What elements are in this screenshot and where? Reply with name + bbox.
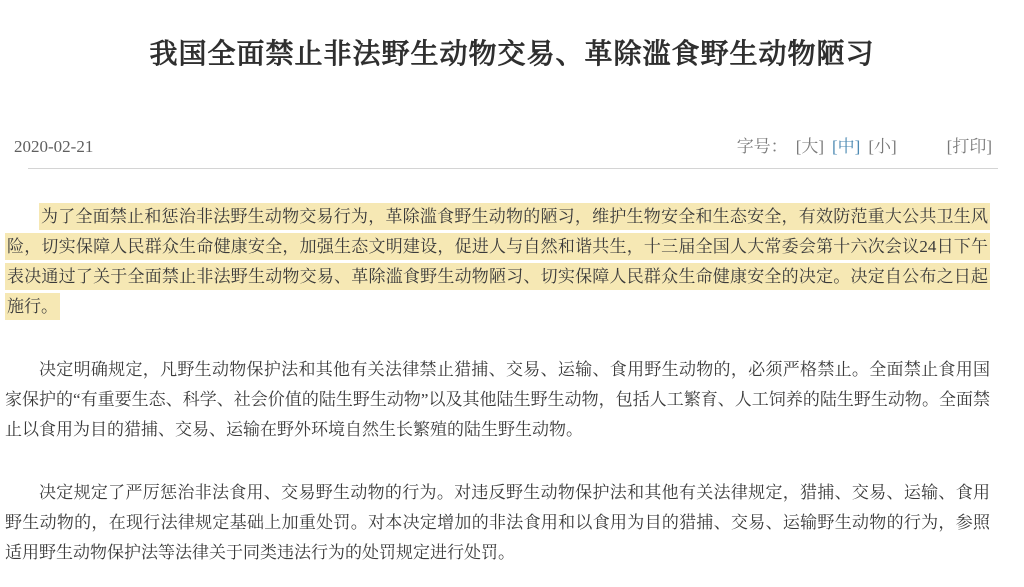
paragraph-lead (5, 202, 990, 322)
font-size-large-button[interactable]: [大] (795, 137, 825, 156)
divider (28, 168, 998, 169)
article-meta-row (0, 135, 1024, 159)
article-title: 我国全面禁止非法野生动物交易、革除滥食野生动物陋习 (149, 39, 875, 70)
paragraph: 决定规定了严厉惩治非法食用、交易野生动物的行为。对违反野生动物保护法和其他有关法律规定，猎捕、交易、运输、食用野生动物的，在现行法律规定基础上加重处罚。对本决定增加的非法食用和以食用为目的猎捕、交易、运输野生动物的行为，参照适用野生动物保护法等法律关于同类违法行为的处罚规定进行处罚。 (5, 483, 990, 562)
font-size-small-button[interactable]: [小] (868, 137, 897, 156)
font-size-label: 字号： (736, 137, 788, 156)
publish-date: 2020-02-21 (14, 137, 94, 156)
highlighted-text: 为了全面禁止和惩治非法野生动物交易行为，革除滥食野生动物的陋习，维护生物安全和生态安全，有效防范重大公共卫生风险，切实保障人民群众生命健康安全，加强生态文明建设，促进人与自然和谐共生，十三届全国人大常委会第十六次会议24日下午表决通过了关于全面禁止非法野生动物交易、革除滥食野生动物陋习、切实保障人民群众生命健康安全的决定。决定自公布之日起施行。 (5, 203, 990, 320)
font-size-medium-button[interactable]: [中] (832, 137, 861, 156)
paragraph: 决定明确规定，凡野生动物保护法和其他有关法律禁止猎捕、交易、运输、食用野生动物的，必须严格禁止。全面禁止食用国家保护的“有重要生态、科学、社会价值的陆生野生动物”以及其他陆生野生动物，包括人工繁育、人工饲养的陆生野生动物。全面禁止以食用为目的猎捕、交易、运输在野外环境自然生长繁殖的陆生野生动物。 (5, 360, 990, 439)
print-button[interactable]: [打印] (946, 137, 992, 156)
article-body (0, 202, 1024, 568)
font-size-controls (737, 135, 992, 159)
